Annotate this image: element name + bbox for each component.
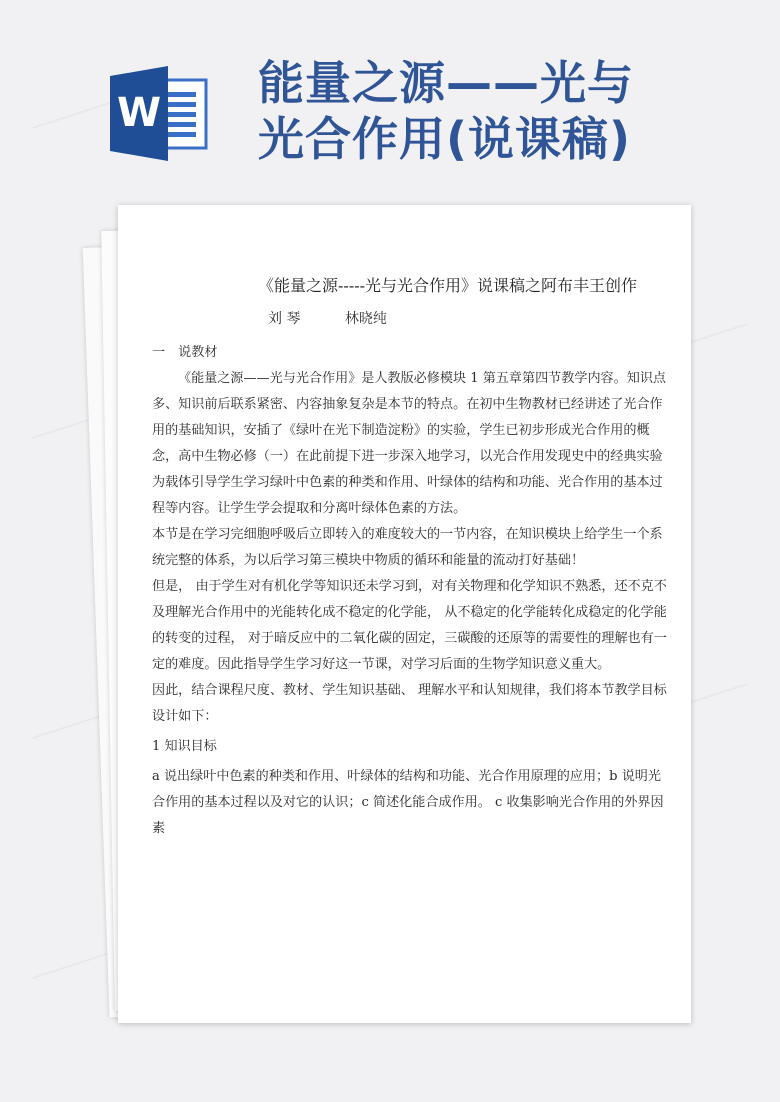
- document-title: 《能量之源-----光与光合作用》说课稿之阿布丰王创作: [258, 276, 638, 295]
- paragraph: 《能量之源——光与光合作用》是人教版必修模块 1 第五章第四节教学内容。知识点多、知识前后联系紧密、内容抽象复杂是本节的特点。在初中生物教材已经讲述了光合作用的基础知识，安插了《绿叶在光下制造淀粉》的实验，学生已初步形成光合作用的概念，高中生物必修（一）在此前提下进一步深入地学习，以光合作用发现史中的经典实验为载体引导学生学习绿叶中色素的种类和作用、叶绿体的结构和功能、光合作用的基本过程等内容。让学生学会提取和分离叶绿体色素的方法。: [152, 371, 667, 516]
- paragraph: 因此，结合课程尺度、教材、学生知识基础、 理解水平和认知规律，我们将本节教学目标设计如下：: [152, 683, 667, 724]
- document-page: [118, 205, 691, 1023]
- paragraph: 1 知识目标: [152, 739, 217, 754]
- svg-text:W: W: [116, 90, 162, 136]
- paragraph: 一 说教材: [152, 345, 218, 360]
- word-document-icon: [110, 66, 210, 161]
- page-title-line-1: 能量之源——光与: [258, 56, 634, 110]
- document-body: [152, 340, 674, 842]
- paragraph: 但是， 由于学生对有机化学等知识还未学习到，对有关物理和化学知识不熟悉，还不克不及理解光合作用中的光能转化成不稳定的化学能， 从不稳定的化学能转化成稳定的化学能的转变的过程， 对于暗反应中的二氧化碳的固定，三碳酸的还原等的需要性的理解也有一定的难度。因此指导学生学习好这一节课，对学习后面的生物学知识意义重大。: [152, 579, 667, 672]
- page-title-line-2: 光合作用(说课稿): [258, 112, 632, 166]
- paragraph: a 说出绿叶中色素的种类和作用、叶绿体的结构和功能、光合作用原理的应用；b 说明光合作用的基本过程以及对它的认识；c 简述化能合成作用。 c 收集影响光合作用的外界因素: [152, 769, 664, 836]
- author-2: 林晓纯: [344, 311, 387, 327]
- page-title: [258, 55, 634, 167]
- document-authors: [268, 308, 427, 328]
- author-1: 刘 琴: [268, 311, 301, 327]
- paragraph: 本节是在学习完细胞呼吸后立即转入的难度较大的一节内容，在知识模块上给学生一个系统完整的体系，为以后学习第三模块中物质的循环和能量的流动打好基础！: [152, 527, 663, 568]
